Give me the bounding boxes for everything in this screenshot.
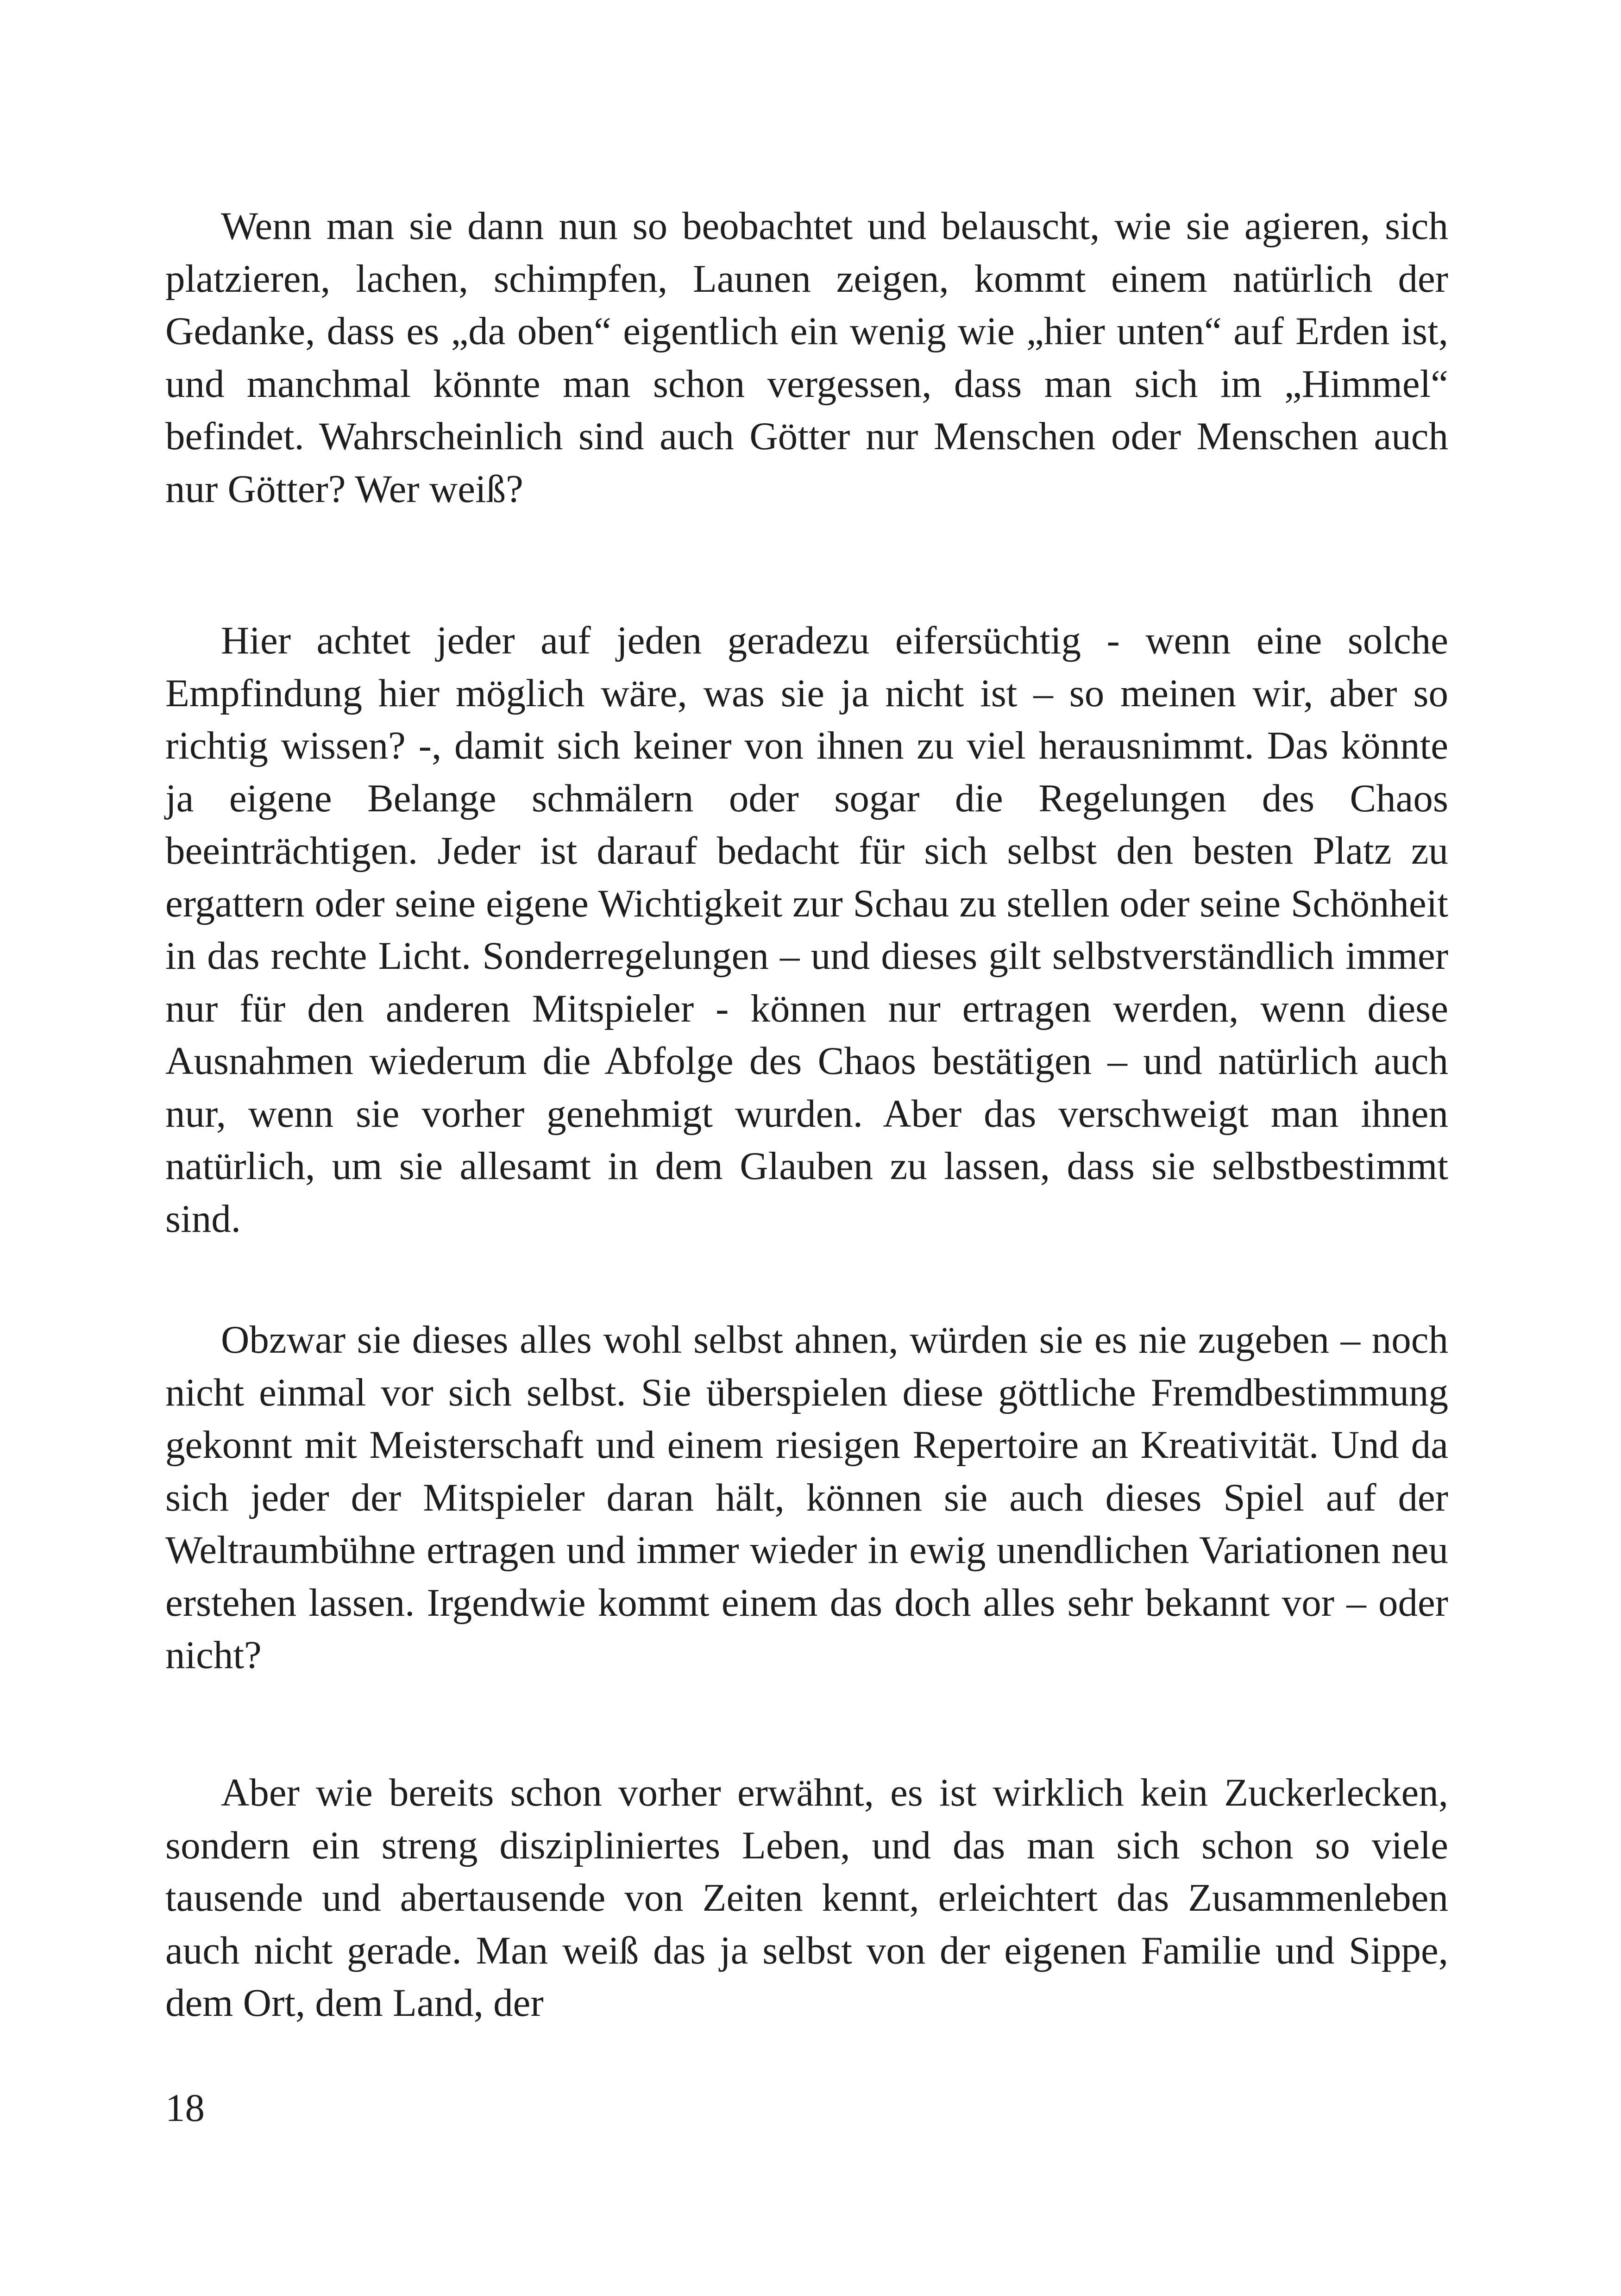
body-paragraph: Hier achtet jeder auf jeden geradezu eifersüchtig - wenn eine solche Empfindung hier möglich wäre, was sie ja nicht ist – so meinen wir, aber so richtig wissen? -, damit sich keiner von ihnen zu viel herausnimmt. Das könnte ja eigene Belange schmälern oder sogar die Regelungen des Chaos beeinträchtigen. Jeder ist darauf bedacht für sich selbst den besten Platz zu ergattern oder seine eigene Wichtigkeit zur Schau zu stellen oder seine Schönheit in das rechte Licht. Sonderregelungen – und dieses gilt selbstverständlich immer nur für den anderen Mitspieler - können nur ertragen werden, wenn diese Ausnahmen wiederum die Abfolge des Chaos bestätigen – und natürlich auch nur, wenn sie vorher genehmigt wurden. Aber das verschweigt man ihnen natürlich, um sie allesamt in dem Glauben zu lassen, dass sie selbstbestimmt sind.	[165, 619, 1448, 1241]
body-paragraph: Wenn man sie dann nun so beobachtet und belauscht, wie sie agieren, sich platzieren, lachen, schimpfen, Launen zeigen, kommt einem natürlich der Gedanke, dass es „da oben“ eigentlich ein wenig wie „hier unten“ auf Erden ist, und manchmal könnte man schon vergessen, dass man sich im „Himmel“ befindet. Wahrscheinlich sind auch Götter nur Menschen oder Menschen auch nur Götter? Wer weiß?	[165, 204, 1448, 511]
body-paragraph: Aber wie bereits schon vorher erwähnt, es ist wirklich kein Zuckerlecken, sondern ein streng diszipliniertes Leben, und das man sich schon so viele tausende und abertausende von Zeiten kennt, erleichtert das Zusammenleben auch nicht gerade. Man weiß das ja selbst von der eigenen Familie und Sippe, dem Ort, dem Land, der	[165, 1771, 1448, 2025]
page-number: 18	[165, 2086, 205, 2130]
body-paragraph: Obzwar sie dieses alles wohl selbst ahnen, würden sie es nie zugeben – noch nicht einmal vor sich selbst. Sie überspielen diese göttliche Fremdbestimmung gekonnt mit Meisterschaft und einem riesigen Repertoire an Kreativität. Und da sich jeder der Mitspieler daran hält, können sie auch dieses Spiel auf der Weltraumbühne ertragen und immer wieder in ewig unendlichen Variationen neu erstehen lassen. Irgendwie kommt einem das doch alles sehr bekannt vor – oder nicht?	[165, 1318, 1448, 1677]
